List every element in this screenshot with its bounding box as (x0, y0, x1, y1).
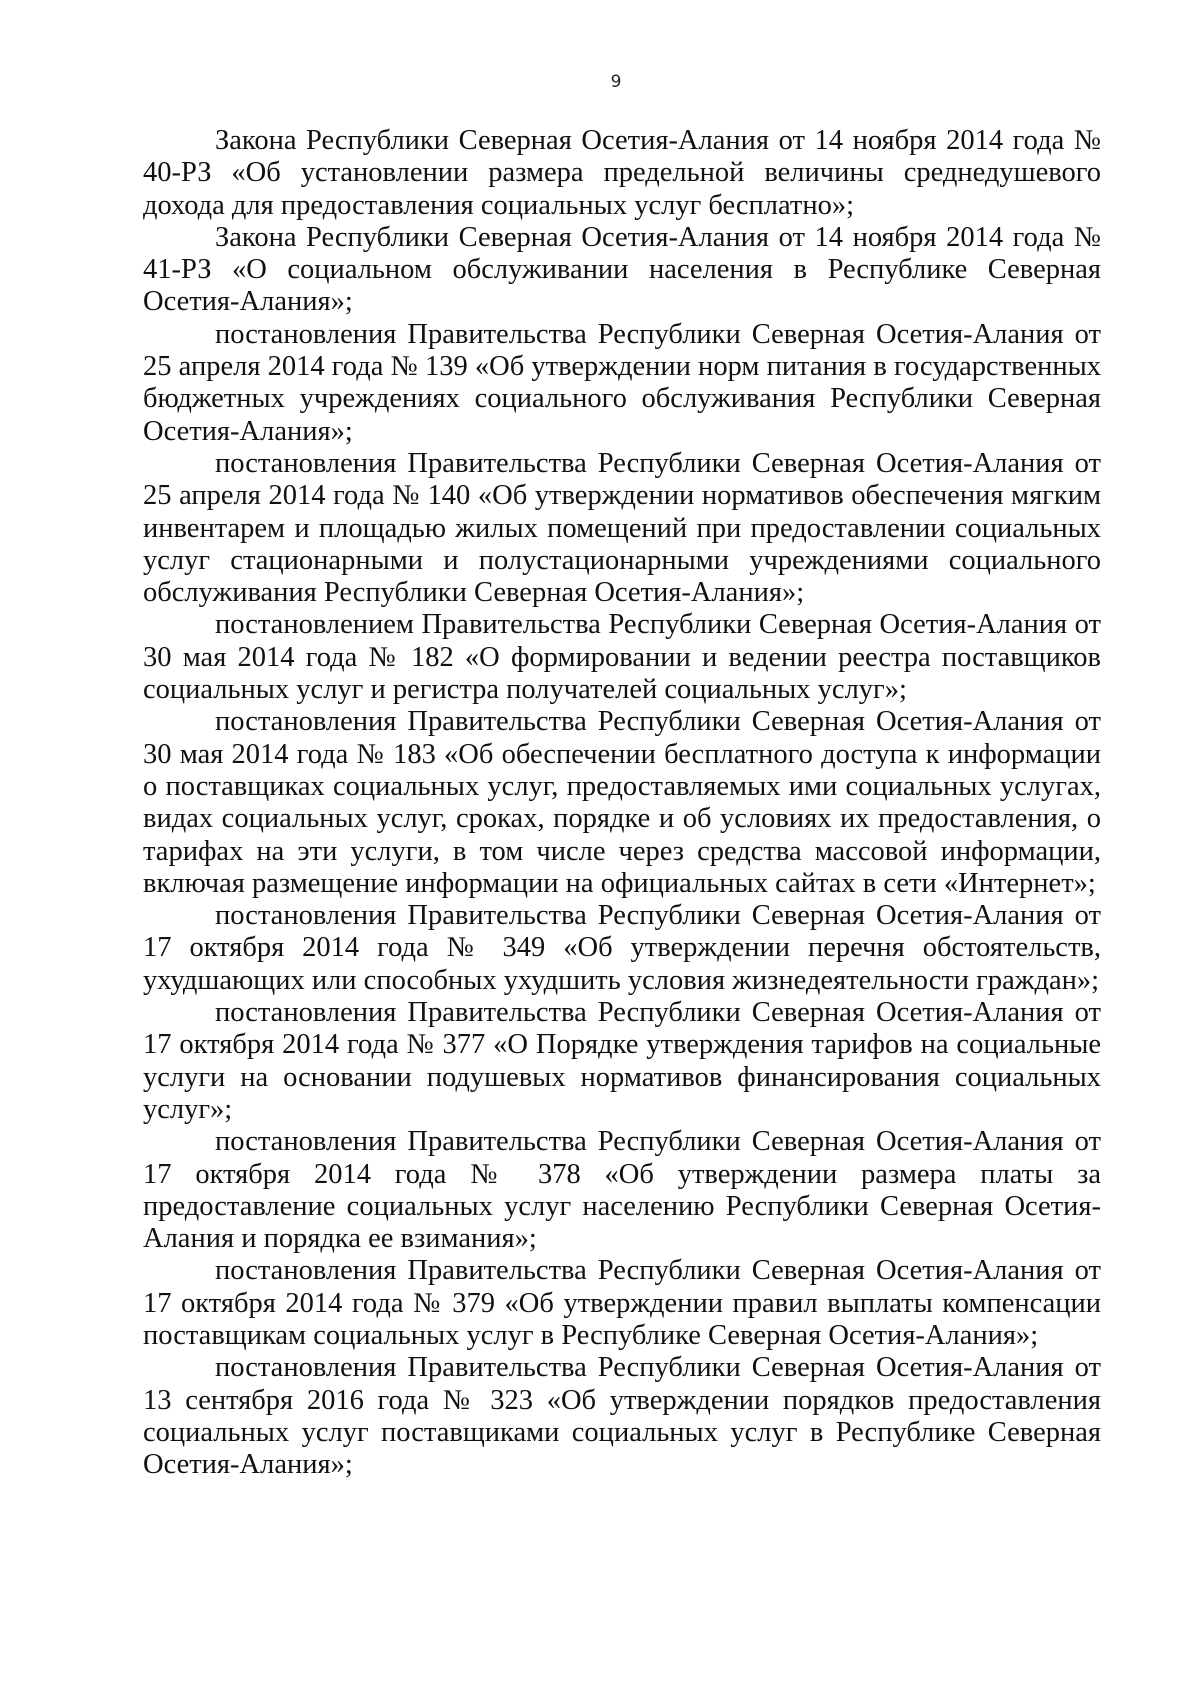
paragraph-law-41-rz: Закона Республики Северная Осетия-Алания от 14 ноября 2014 года № 41-РЗ «О социальном обслуживании населения в Республике Северная Осетия-Алания»; (143, 221, 1101, 318)
paragraph-resolution-323: постановления Правительства Республики Северная Осетия-Алания от 13 сентября 2016 года № 323 «Об утверждении порядков предоставления социальных услуг поставщиками социальных услуг в Республике Северная Осетия-Алания»; (143, 1352, 1101, 1481)
paragraph-resolution-140: постановления Правительства Республики Северная Осетия-Алания от 25 апреля 2014 года № 140 «Об утверждении нормативов обеспечения мягким инвентарем и площадью жилых помещений при предоставлении социальных услуг стационарными и полустационарными учреждениями социального обслуживания Республики Северная Осетия-Алания»; (143, 447, 1101, 609)
paragraph-resolution-379: постановления Правительства Республики Северная Осетия-Алания от 17 октября 2014 года № 379 «Об утверждении правил выплаты компенсации поставщикам социальных услуг в Республике Северная Осетия-Алания»; (143, 1255, 1101, 1351)
paragraph-resolution-139: постановления Правительства Республики Северная Осетия-Алания от 25 апреля 2014 года № 139 «Об утверждении норм питания в государственных бюджетных учреждениях социального обслуживания Республики Северная Осетия-Алания»; (143, 318, 1101, 447)
paragraph-resolution-183: постановления Правительства Республики Северная Осетия-Алания от 30 мая 2014 года № 183 «Об обеспечении бесплатного доступа к информации о поставщиках социальных услуг, предоставляемых ими социальных услугах, видах социальных услуг, сроках, порядке и об условиях их предоставления, о тарифах на эти услуги, в том числе через средства массовой информации, включая размещение информации на официальных сайтах в сети «Интернет»; (143, 706, 1101, 899)
paragraph-resolution-349: постановления Правительства Республики Северная Осетия-Алания от 17 октября 2014 года № 349 «Об утверждении перечня обстоятельств, ухудшающих или способных ухудшить условия жизнедеятельности граждан»; (143, 900, 1101, 996)
page-number: 9 (610, 72, 622, 92)
document-body (143, 125, 1101, 1481)
paragraph-resolution-378: постановления Правительства Республики Северная Осетия-Алания от 17 октября 2014 года № 378 «Об утверждении размера платы за предоставление социальных услуг населению Республики Северная Осетия-Алания и порядка ее взимания»; (143, 1126, 1101, 1255)
paragraph-law-40-rz: Закона Республики Северная Осетия-Алания от 14 ноября 2014 года № 40-РЗ «Об установлении размера предельной величины среднедушевого дохода для предоставления социальных услуг бесплатно»; (143, 125, 1101, 221)
paragraph-resolution-377: постановления Правительства Республики Северная Осетия-Алания от 17 октября 2014 года № 377 «О Порядке утверждения тарифов на социальные услуги на основании подушевых нормативов финансирования социальных услуг»; (143, 997, 1101, 1125)
paragraph-resolution-182: постановлением Правительства Республики Северная Осетия-Алания от 30 мая 2014 года № 182 «О формировании и ведении реестра поставщиков социальных услуг и регистра получателей социальных услуг»; (143, 609, 1101, 706)
